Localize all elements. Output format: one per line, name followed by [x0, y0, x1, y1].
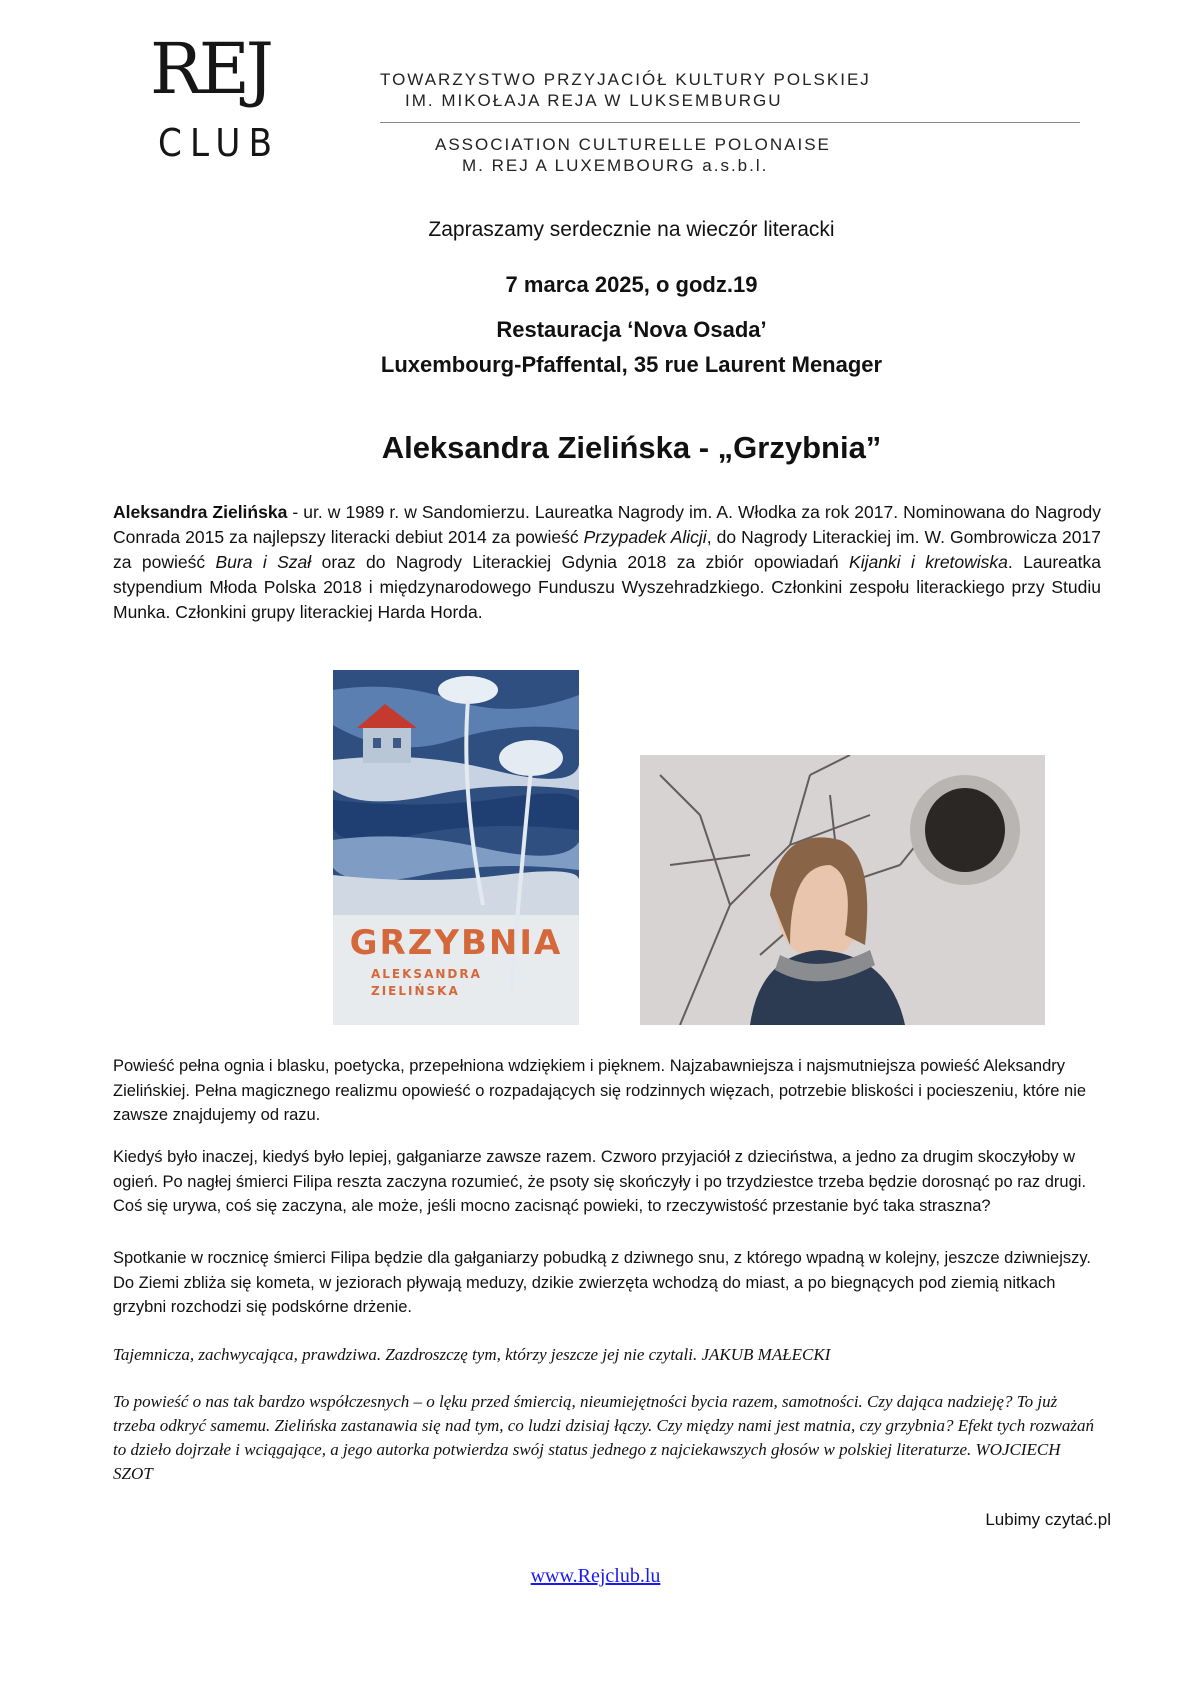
description-paragraph-1: Powieść pełna ognia i blasku, poetycka, przepełniona wdziękiem i pięknem. Najzabawniejsza i najsmutniejsza powieść Aleksandry Zielińskiej. Pełna magicznego realizmu opowieść o rozpadających się rodzinnych więzach, potrzebie bliskości i pocieszeniu, które nie zawsze znajdujemy od razu. [113, 1057, 1087, 1124]
source-credit: Lubimy czytać.pl [985, 1510, 1111, 1529]
bio-author-name: Aleksandra Zielińska [113, 502, 288, 522]
event-venue: Restauracja ‘Nova Osada’ [496, 317, 767, 342]
bio-text-4: . Laureatka stypendium Młoda Polska 2018 i międzynarodowego Funduszu Wyszehradzkiego. Członkini zespołu literackiego przy Studiu Munka. Członkini grupy literackiej Harda Horda. [113, 552, 1101, 622]
event-title: Aleksandra Zielińska - „Grzybnia” [381, 430, 882, 465]
review-quote-2: To powieść o nas tak bardzo współczesnych – o lęku przed śmiercią, nieumiejętności bycia razem, samotności. Czy dająca nadzieję? To już trzeba odkryć samemu. Zielińska zastanawia się nad tym, co ludzi dzisiaj łączy. Czy między nami jest matnia, czy grzybnia? Efekt tych rozważań to dzieło dojrzałe i wciągające, a jego autorka potwierdza swój status jednego z najciekawszych głosów w polskiej literaturze. WOJCIECH SZOT [113, 1392, 1095, 1483]
event-address: Luxembourg-Pfaffental, 35 rue Laurent Menager [380, 352, 883, 377]
cover-author-line1: ALEKSANDRA [371, 967, 482, 981]
rej-club-logo [150, 28, 281, 165]
bio-book-3: Kijanki i kretowiska [849, 552, 1008, 572]
description-paragraph-3: Spotkanie w rocznicę śmierci Filipa będzie dla gałganiarzy pobudką z dziwnego snu, z którego wpadną w kolejny, jeszcze dziwniejszy. Do Ziemi zbliża się kometa, w jeziorach pływają meduzy, dzikie zwierzęta wchodzą do miast, a po biegnących pod ziemią nitkach grzybni rozchodzi się podskórne drżenie. [113, 1249, 1091, 1316]
bio-book-1: Przypadek Alicji [583, 527, 707, 547]
org-name-fr-line1: ASSOCIATION CULTURELLE POLONAISE [435, 135, 831, 154]
author-photo [640, 755, 1045, 1025]
cover-title: GRZYBNIA [349, 923, 563, 963]
description-paragraph-2: Kiedyś było inaczej, kiedyś było lepiej, gałganiarze zawsze razem. Czworo przyjaciół z dzieciństwa, a jedno za drugim skoczyłoby w ogień. Po nagłej śmierci Filipa reszta zaczyna rozumieć, że psoty się skończyły i po trzydziestce trzeba będzie dorosnąć po raz drugi. Coś się urywa, coś się zaczyna, ale może, jeśli mocno zacisnąć powieki, to rzeczywistość przestanie być taka straszna? [113, 1148, 1087, 1215]
website-link[interactable]: www.Rejclub.lu [530, 1565, 661, 1587]
org-name-pl-line2: IM. MIKOŁAJA REJA W LUKSEMBURGU [405, 91, 783, 110]
review-quote-1: Tajemnicza, zachwycająca, prawdziwa. Zazdroszczę tym, którzy jeszcze jej nie czytali. JAKUB MAŁECKI [113, 1345, 831, 1364]
author-bio [113, 500, 1101, 625]
bio-text-1: - ur. w 1989 r. w Sandomierzu. Laureatka Nagrody im. A. Włodka za rok 2017. Nominowana do Nagrody Conrada 2015 za najlepszy literacki debiut 2014 za powieść [113, 502, 1101, 547]
logo-club-text: CLUB [158, 121, 281, 165]
event-date: 7 marca 2025, o godz.19 [505, 272, 758, 297]
org-name-fr-line2: M. REJ A LUXEMBOURG a.s.b.l. [462, 156, 769, 175]
header-divider [380, 122, 1080, 123]
cover-author-line2: ZIELIŃSKA [371, 984, 460, 998]
bio-text-2: , do Nagrody Literackiej im. W. Gombrowicza 2017 za powieść [113, 527, 1101, 572]
bio-text-3: oraz do Nagrody Literackiej Gdynia 2018 za zbiór opowiadań [311, 552, 850, 572]
book-cover-image [333, 670, 579, 1025]
bio-book-2: Bura i Szał [215, 552, 312, 572]
org-name-pl-line1: TOWARZYSTWO PRZYJACIÓŁ KULTURY POLSKIEJ [380, 70, 871, 89]
author-portrait-illustration [640, 755, 1045, 1025]
invitation-text: Zapraszamy serdecznie na wieczór literacki [428, 218, 835, 241]
logo-rej-text: REJ [150, 28, 270, 110]
